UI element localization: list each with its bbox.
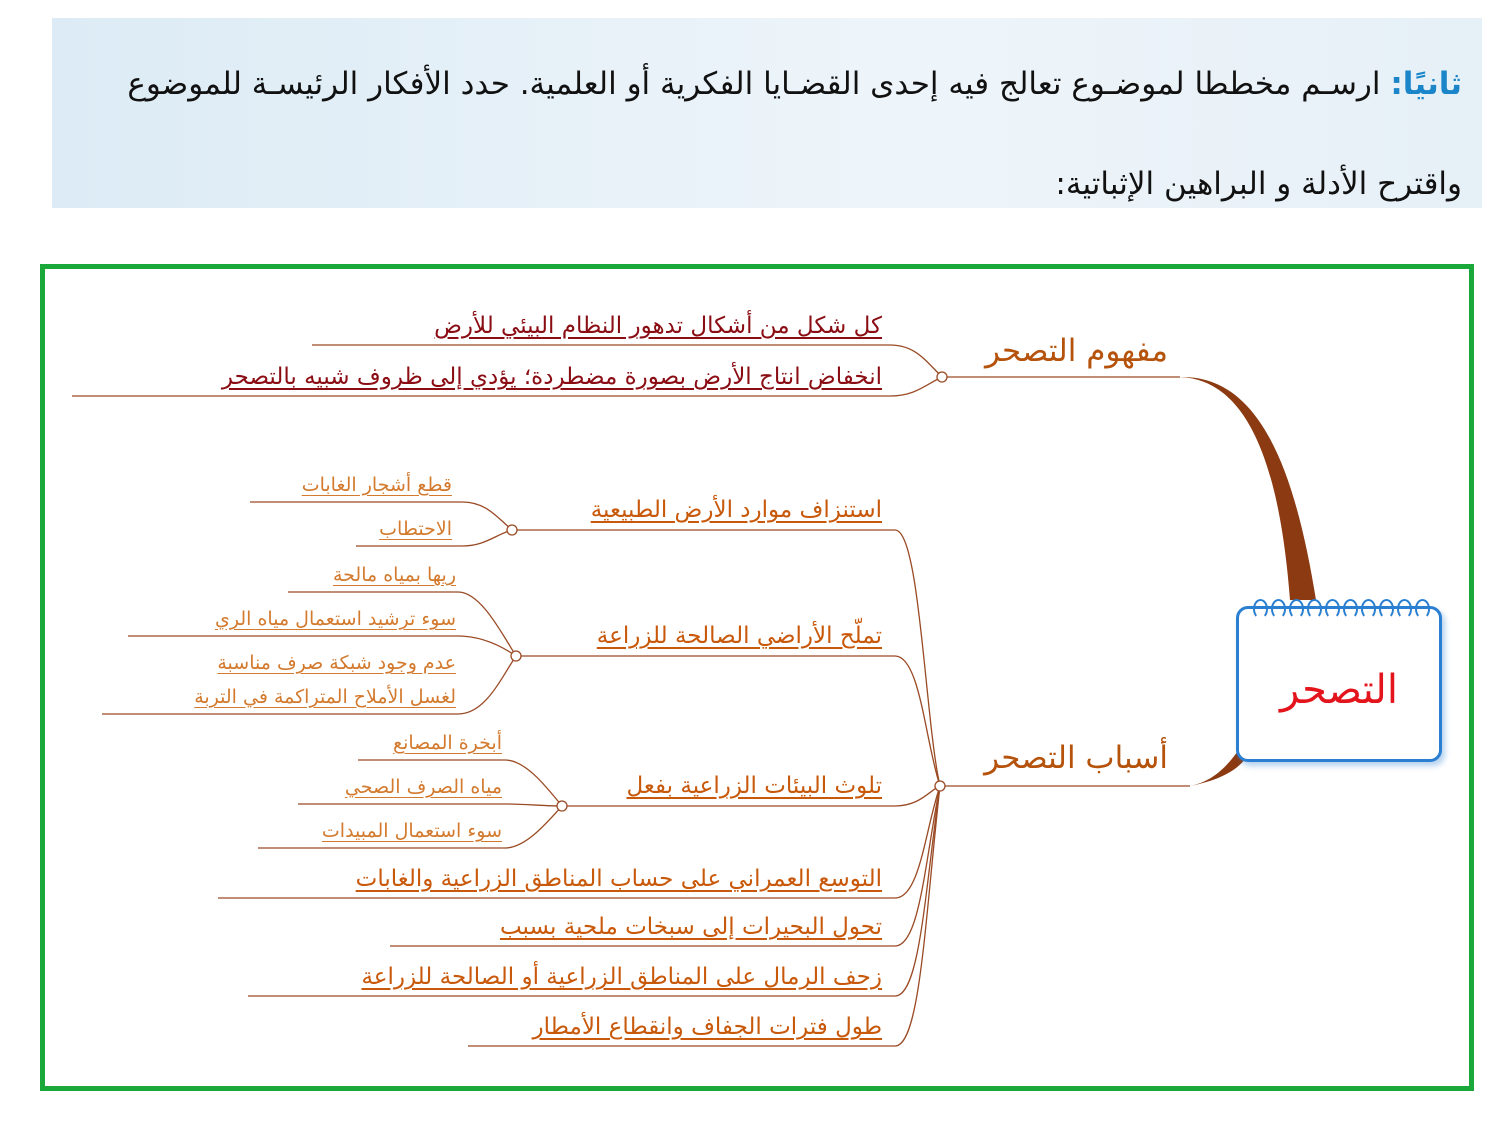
instruction-line-1-text: ارسـم مخططا لموضـوع تعالج فيه إحدى القضـايا الفكرية أو العلمية. حدد الأفكار الرئيسـة للموضوع (127, 66, 1391, 102)
junction-cause-2 (511, 651, 521, 661)
connector-sub-3-2 (298, 804, 562, 806)
cause-1-sub-2: الاحتطاب (379, 518, 452, 540)
cause-3-sub-2: مياه الصرف الصحي (344, 776, 502, 798)
instruction-lead: ثانيًا: (1390, 66, 1462, 102)
junction-causes (935, 781, 945, 791)
cause-item-4: التوسع العمراني على حساب المناطق الزراعية والغابات (355, 866, 882, 892)
cause-3-sub-3: سوء استعمال المبيدات (321, 820, 502, 842)
cause-3-sub-1: أبخرة المصانع (392, 732, 502, 754)
cause-item-2: تملّح الأراضي الصالحة للزراعة (596, 623, 882, 649)
binding-ring (1307, 599, 1322, 619)
cause-item-1: استنزاف موارد الأرض الطبيعية (590, 497, 882, 523)
binding-ring (1379, 599, 1394, 619)
junction-concept (937, 372, 947, 382)
binding-ring (1325, 599, 1340, 619)
center-node (1236, 606, 1442, 762)
connector-cause-2 (516, 656, 940, 786)
cause-item-3: تلوث البيئات الزراعية بفعل (626, 773, 882, 799)
binding-ring (1253, 599, 1268, 619)
binding-ring (1361, 599, 1376, 619)
junction-cause-3 (557, 801, 567, 811)
cause-2-sub-1: ريها بمياه مالحة (332, 564, 456, 586)
binding-ring (1289, 599, 1304, 619)
binding-ring (1343, 599, 1358, 619)
cause-2-sub-4: لغسل الأملاح المتراكمة في التربة (194, 686, 456, 708)
cause-2-sub-2: سوء ترشيد استعمال مياه الري (215, 608, 456, 630)
center-node-label: التصحر (1280, 667, 1398, 713)
connector-cause-1 (512, 530, 940, 786)
binding-ring (1415, 599, 1430, 619)
cause-item-5: تحول البحيرات إلى سبخات ملحية بسبب (499, 914, 882, 940)
binding-ring (1271, 599, 1286, 619)
concept-item-1: كل شكل من أشكال تدهور النظام البيئي للأرض (434, 313, 882, 339)
cause-item-7: طول فترات الجفاف وانقطاع الأمطار (532, 1014, 882, 1040)
concept-item-2: انخفاض انتاج الأرض بصورة مضطردة؛ يؤدي إلى ظروف شبيه بالتصحر (221, 364, 882, 390)
cause-2-sub-3: عدم وجود شبكة صرف مناسبة (217, 652, 456, 674)
instruction-line-2: واقترح الأدلة و البراهين الإثباتية: (1055, 166, 1462, 202)
junction-cause-1 (507, 525, 517, 535)
branch-causes-label: أسباب التصحر (984, 740, 1168, 776)
branch-concept-label: مفهوم التصحر (984, 333, 1168, 369)
trunk-concept (1180, 377, 1316, 600)
cause-1-sub-1: قطع أشجار الغابات (301, 474, 452, 496)
cause-item-6: زحف الرمال على المناطق الزراعية أو الصالحة للزراعة (361, 964, 882, 990)
binding-ring (1397, 599, 1412, 619)
